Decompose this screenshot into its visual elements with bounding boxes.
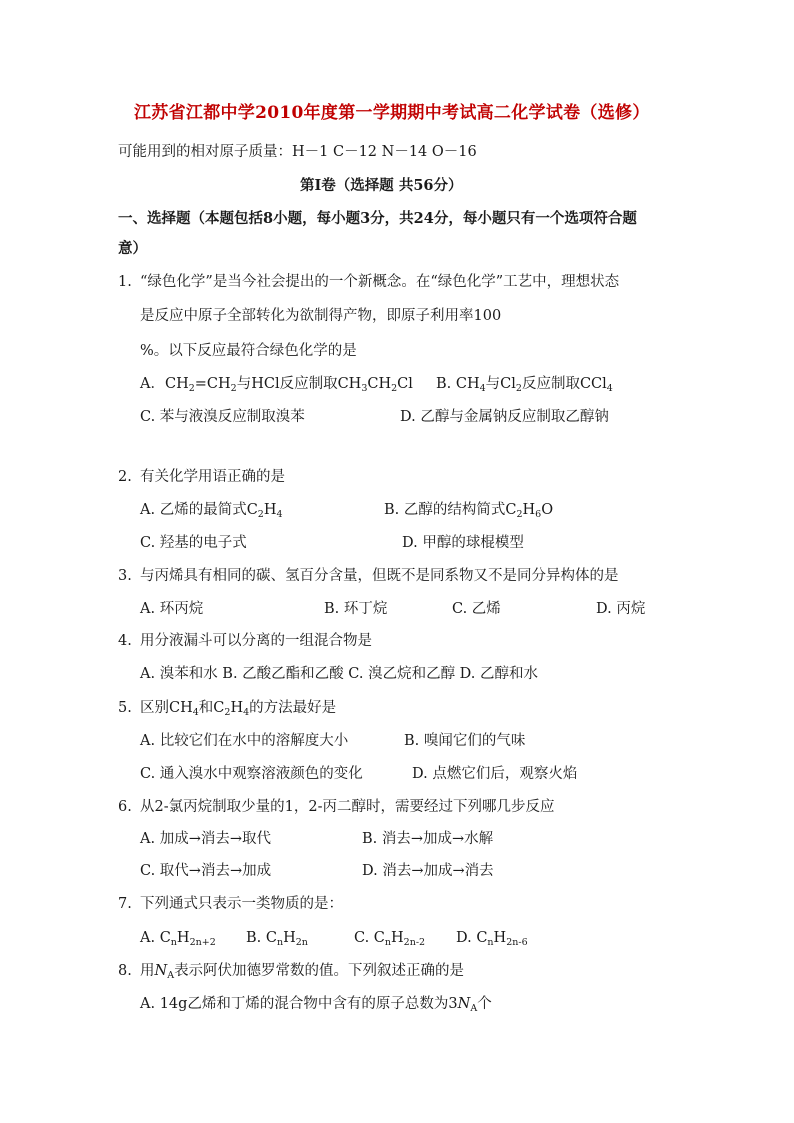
- option-d: D. 丙烷: [596, 601, 646, 617]
- question-stem: %。以下反应最符合绿色化学的是: [140, 343, 357, 359]
- question-number: 4.: [118, 633, 132, 649]
- option-a: A．$CH_2=CH_2$与HCl反应制取$CH_3CH_2Cl$: [140, 376, 413, 394]
- question-number: 5.: [118, 700, 132, 716]
- question-number: 3.: [118, 568, 132, 584]
- option-a: A. 14g乙烯和丁烯的混合物中含有的原子总数为$3N_A$个: [140, 996, 492, 1014]
- option-a: A. 环丙烷: [140, 601, 204, 617]
- option-d: D. 点燃它们后，观察火焰: [412, 766, 578, 782]
- option-b: B. $CH_4$与$Cl_2$反应制取CCl$_4$: [436, 376, 613, 394]
- question-stem: 用$N_A$表示阿伏加德罗常数的值。下列叙述正确的是: [140, 963, 465, 981]
- option-c: C. $C_nH_{2n-2}$: [354, 930, 426, 948]
- question-stem: 用分液漏斗可以分离的一组混合物是: [140, 633, 372, 649]
- option-b: B. 乙醇的结构简式$C_2H_6O$: [384, 502, 554, 520]
- option-c: C. 取代→消去→加成: [140, 863, 272, 879]
- part-heading-continued: 意）: [118, 240, 147, 257]
- section-title: 第Ⅰ卷（选择题 共56分）: [300, 177, 463, 194]
- option-d: D. $C_nH_{2n-6}$: [456, 930, 528, 948]
- option-d: D. 消去→加成→消去: [362, 863, 494, 879]
- option-d: D. 乙醇与金属钠反应制取乙醇钠: [400, 409, 609, 425]
- question-stem: “绿色化学”是当今社会提出的一个新概念。在“绿色化学”工艺中，理想状态: [140, 274, 620, 290]
- question-number: 7.: [118, 896, 132, 912]
- option-c: C. 通入溴水中观察溶液颜色的变化: [140, 766, 363, 782]
- atomic-masses: 可能用到的相对原子质量：H－1 C－12 N－14 O－16: [118, 144, 477, 160]
- question-stem: 有关化学用语正确的是: [140, 469, 285, 485]
- option-c: C. 羟基的电子式: [140, 535, 247, 551]
- question-number: 2.: [118, 469, 132, 485]
- option-b: B. 环丁烷: [324, 601, 388, 617]
- option-a: A. $C_nH_{2n+2}$: [140, 930, 216, 948]
- question-stem: 从2-氯丙烷制取少量的1，2-丙二醇时，需要经过下列哪几步反应: [140, 799, 555, 815]
- options-line: A. 溴苯和水 B. 乙酸乙酯和乙酸 C. 溴乙烷和乙醇 D. 乙醇和水: [140, 666, 539, 682]
- option-b: B. 消去→加成→水解: [362, 831, 494, 847]
- question-stem: 区别$CH_4$和$C_2H_4$的方法最好是: [140, 700, 337, 718]
- question-stem: 下列通式只表示一类物质的是：: [140, 896, 343, 912]
- exam-title: 江苏省江都中学2010年度第一学期期中考试高二化学试卷（选修）: [134, 103, 650, 123]
- question-number: 1.: [118, 274, 132, 290]
- part-heading: 一、选择题（本题包括8小题，每小题3分，共24分，每小题只有一个选项符合题: [118, 210, 637, 227]
- option-a: A. 比较它们在水中的溶解度大小: [140, 733, 349, 749]
- option-b: B. 嗅闻它们的气味: [404, 733, 526, 749]
- question-stem: 与丙烯具有相同的碳、氢百分含量，但既不是同系物又不是同分异构体的是: [140, 568, 619, 584]
- option-a: A. 乙烯的最简式$C_2H_4$: [140, 502, 283, 520]
- option-d: D. 甲醇的球棍模型: [402, 535, 524, 551]
- question-number: 8.: [118, 963, 132, 979]
- option-c: C. 苯与液溴反应制取溴苯: [140, 409, 305, 425]
- option-a: A. 加成→消去→取代: [140, 831, 271, 847]
- question-number: 6.: [118, 799, 132, 815]
- option-c: C. 乙烯: [452, 601, 501, 617]
- option-b: B. $C_nH_{2n}$: [246, 930, 308, 948]
- question-stem: 是反应中原子全部转化为欲制得产物，即原子利用率100: [140, 308, 502, 324]
